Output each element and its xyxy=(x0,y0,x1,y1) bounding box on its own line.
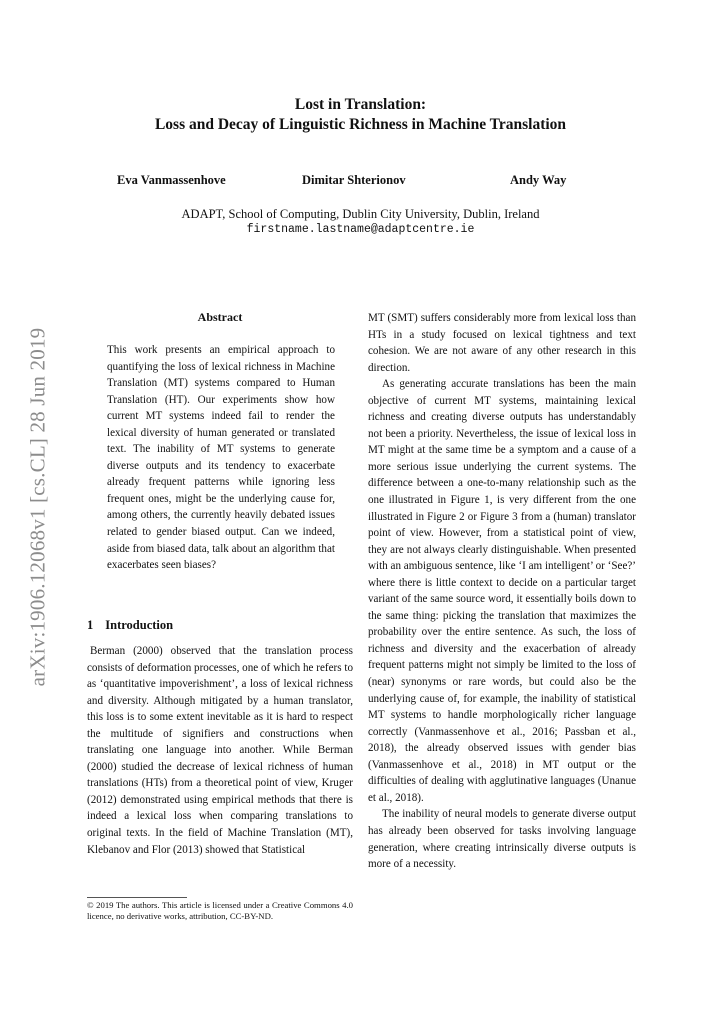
section-number: 1 xyxy=(87,618,94,632)
author-1: Eva Vanmassenhove xyxy=(117,173,226,187)
introduction-text xyxy=(87,643,353,858)
footnote-text: 2019 The authors. This article is licensed under a Creative Commons 4.0 licence, no derivative works, attribution, CC-BY-ND. xyxy=(87,900,354,922)
copyright-symbol: © xyxy=(87,900,94,910)
introduction-paragraph-1: Berman (2000) observed that the translation process consists of deformation processes, one of which he refers to as ‘quantitative impoverishment’, a loss of lexical richness and diversity. Although mitigated by a human translator, this loss is to some extent inevitable as it is hard to respect the multitude of signifiers and constructions when translating one language into another. While Berman (2000) studied the decrease of lexical richness of human translations (HTs) from a theoretical point of view, Kruger (2012) demonstrated using empirical methods that there is indeed a lexical loss when comparing translations to original texts. In the field of Machine Translation (MT), Klebanov and Flor (2013) showed that Statistical xyxy=(87,645,353,856)
license-footnote xyxy=(87,900,353,922)
right-column-text xyxy=(368,310,636,873)
author-3: Andy Way xyxy=(510,173,567,187)
title-line-2: Loss and Decay of Linguistic Richness in Machine Translation xyxy=(154,116,567,133)
abstract-text xyxy=(107,342,335,574)
right-paragraph-1: MT (SMT) suffers considerably more from lexical loss than HTs in a study focused on lexical tightness and text cohesion. We are not aware of any other research in this direction. xyxy=(368,312,636,374)
right-paragraph-2: As generating accurate translations has been the main objective of current MT systems, maintaining lexical richness and creating diverse outputs has understandably not been a priority. Nevertheless, the issue of lexical loss in MT might at the same time be a symptom and a cause of a more serious issue underlying the current systems. The difference between a one-to-many relationship such as the one illustrated in Figure 1, is very different from the one illustrated in Figure 2 or Figure 3 from a (human) translator point of view. However, from a statistical point of view, they are not always clearly distinguishable. When presented with an ambiguous sentence, like ‘I am intelligent’ or ‘See?’ where there is little context to decide on a particular target variant of the same source word, it essentially boils down to the same thing: picking the translation that maximizes the probability over the entire sentence. As such, the loss of richness and diversity and the exacerbation of already frequent patterns might not simply be limited to the loss of (near) synonyms or rare words, but could also be the underlying cause of, for example, the inability of statistical MT systems to handle morphologically richer language correctly (Vanmassenhove et al., 2016; Passban et al., 2018), the already observed issues with gender bias (Vanmassenhove et al., 2018) in MT output or the difficulties of dealing with agglutinative languages (Unanue et al., 2018). xyxy=(368,378,636,804)
arxiv-identifier-text: arXiv:1906.12068v1 [cs.CL] 28 Jun 2019 xyxy=(25,327,50,687)
affiliation: ADAPT, School of Computing, Dublin City University, Dublin, Ireland xyxy=(181,207,540,221)
author-email: firstname.lastname@adaptcentre.ie xyxy=(246,223,475,236)
section-title: Introduction xyxy=(105,618,174,632)
abstract-paragraph: This work presents an empirical approach to quantifying the loss of lexical richness in Machine Translation (MT) systems compared to Human Translation (HT). Our experiments show how current MT systems indeed fail to render the lexical diversity of human generated or translated text. The inability of MT systems to generate diverse outputs and its tendency to exacerbate already frequent patterns while ignoring less frequent ones, might be the underlying cause for, among others, the currently heavily debated issues related to gender biased output. Can we indeed, aside from biased data, talk about an algorithm that exacerbates seen biases? xyxy=(107,344,335,572)
right-paragraph-3: The inability of neural models to generate diverse output has already been observed for tasks involving language generation, where creating intrinsically diverse outputs is more of a necessity. xyxy=(368,808,636,871)
paper-title xyxy=(0,95,721,135)
section-heading-introduction xyxy=(87,618,173,633)
title-line-1: Lost in Translation: xyxy=(294,96,427,113)
author-2: Dimitar Shterionov xyxy=(302,173,406,187)
footnote-divider xyxy=(87,897,187,898)
abstract-heading: Abstract xyxy=(197,310,243,324)
